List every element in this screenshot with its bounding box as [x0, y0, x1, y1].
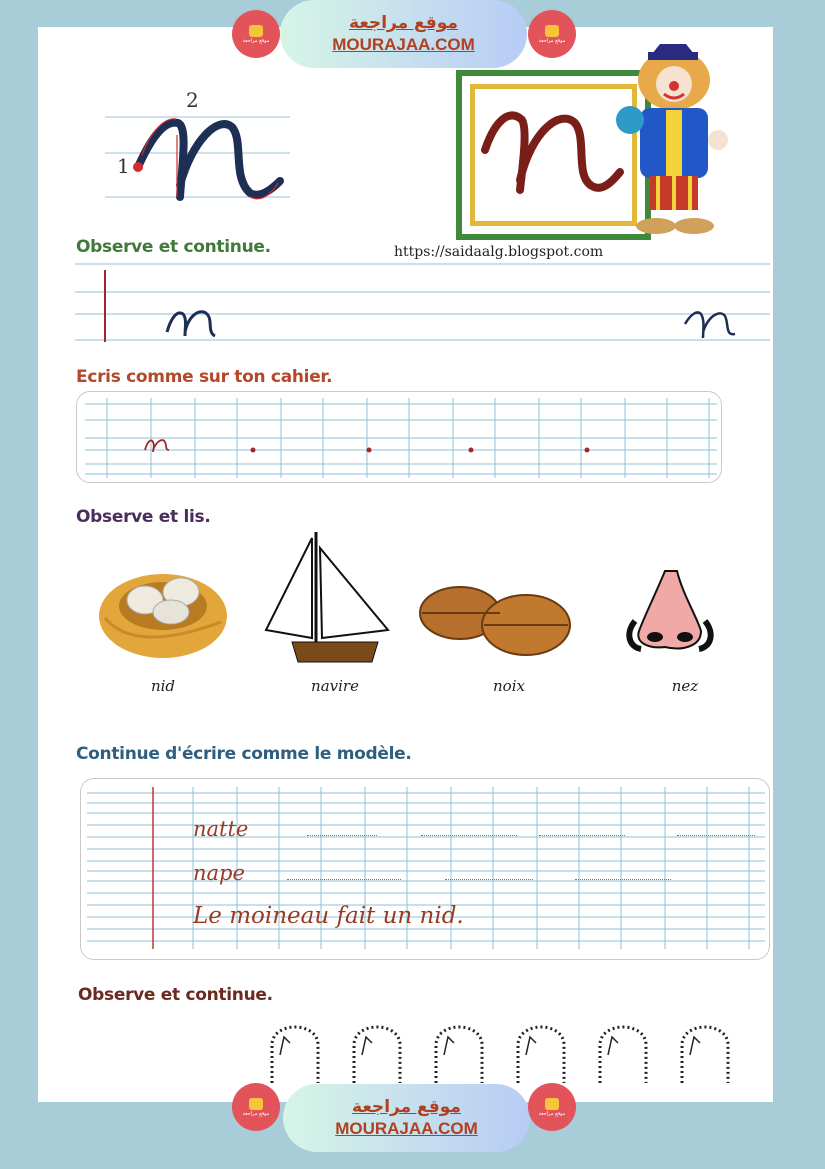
nest-icon — [95, 558, 230, 668]
site-domain-link[interactable]: MOURAJAA.COM — [335, 1119, 478, 1138]
model-word-natte: natte — [193, 817, 249, 841]
nose-icon — [625, 565, 715, 655]
sailboat-icon — [262, 530, 390, 664]
site-arabic-name[interactable]: موقع مراجعة — [352, 1097, 461, 1117]
site-domain-link[interactable]: MOURAJAA.COM — [332, 35, 475, 54]
heading-observe-lis: Observe et lis. — [76, 507, 211, 527]
letter-n-large-illustration — [470, 90, 630, 200]
site-banner-top[interactable] — [280, 0, 527, 68]
writing-box-model[interactable] — [80, 778, 770, 960]
word-label-nez: nez — [671, 677, 699, 695]
heading-ecris: Ecris comme sur ton cahier. — [76, 367, 333, 387]
heading-continue-ecrire: Continue d'écrire comme le modèle. — [76, 744, 412, 764]
dotted-blank[interactable] — [445, 879, 533, 880]
letter-stroke-guide — [100, 85, 300, 210]
writing-box-ecris[interactable] — [76, 391, 722, 483]
walnut-icon — [418, 575, 573, 665]
stroke-number-2: 2 — [186, 88, 199, 112]
site-logo-badge-right-bottom[interactable]: موقع مراجعة — [528, 1083, 576, 1131]
dotted-blank[interactable] — [575, 879, 671, 880]
site-logo-badge-left-bottom[interactable]: موقع مراجعة — [232, 1083, 280, 1131]
heading-observe-continue-2: Observe et continue. — [78, 985, 273, 1005]
word-label-nid: nid — [150, 677, 176, 695]
practice-line-observe — [75, 262, 770, 344]
clown-icon — [608, 40, 736, 240]
site-logo-badge-left[interactable]: موقع مراجعة — [232, 10, 280, 58]
site-arabic-name[interactable]: موقع مراجعة — [349, 13, 458, 33]
site-banner-bottom[interactable] — [283, 1084, 530, 1152]
model-word-nape: nape — [193, 861, 245, 885]
tracing-arches — [260, 1015, 750, 1085]
model-sentence: Le moineau fait un nid. — [193, 903, 464, 929]
dotted-blank[interactable] — [307, 835, 377, 836]
dotted-blank[interactable] — [677, 835, 755, 836]
word-label-noix: noix — [493, 677, 525, 695]
site-logo-badge-right[interactable]: موقع مراجعة — [528, 10, 576, 58]
source-url[interactable]: https://saidaalg.blogspot.com — [394, 244, 604, 260]
dotted-blank[interactable] — [421, 835, 517, 836]
dotted-blank[interactable] — [287, 879, 401, 880]
dotted-blank[interactable] — [539, 835, 625, 836]
word-label-navire: navire — [311, 677, 359, 695]
stroke-number-1: 1 — [117, 154, 130, 178]
heading-observe-continue: Observe et continue. — [76, 237, 271, 257]
